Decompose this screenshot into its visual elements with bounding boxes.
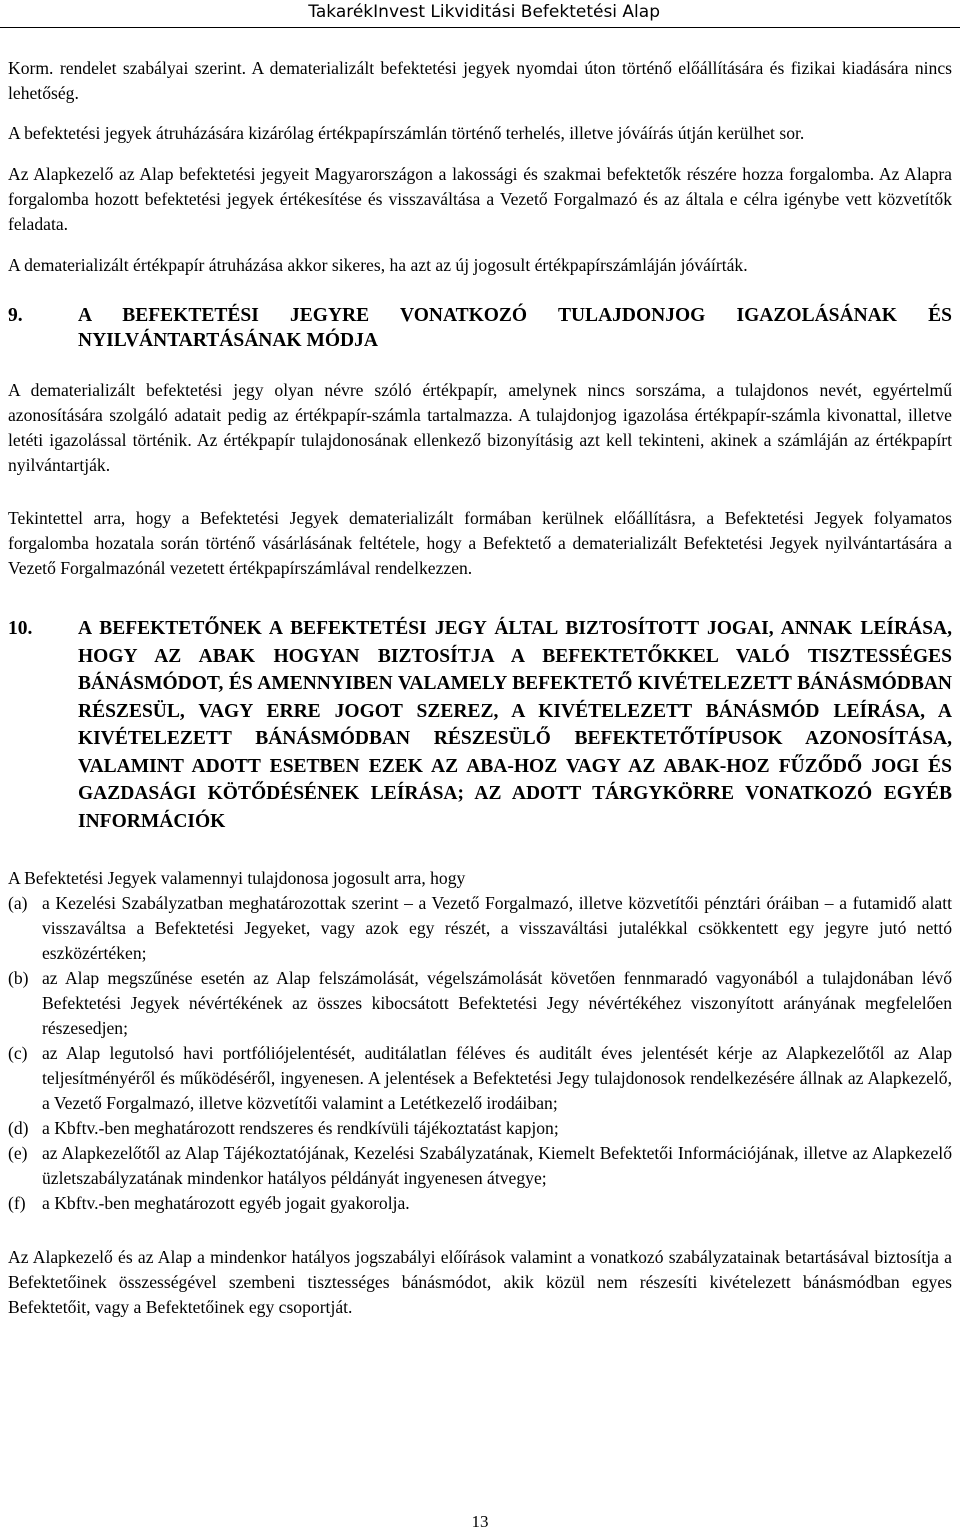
list-item-label: (b)	[8, 968, 29, 988]
list-item-label: (c)	[8, 1043, 28, 1063]
header-divider	[0, 27, 960, 28]
rights-list	[8, 891, 952, 1216]
list-item-text: a Kezelési Szabályzatban meghatározottak szerint – a Vezető Forgalmazó, illetve közvetítői pénztári óráiban – a futamidő alatt visszaváltsa a Befektetési Jegyeket, vagy azok egy részét, a visszaváltási jutalékkal csökkentett egy jegyre jutó nettó eszközértéken;	[42, 893, 952, 963]
paragraph-dematerialization: Korm. rendelet szabályai szerint. A dematerializált befektetési jegyek nyomdai úton történő előállítására és fizikai kiadására nincs lehetőség.	[8, 58, 952, 103]
list-item	[8, 1041, 952, 1116]
page-body	[8, 56, 952, 1320]
paragraph-securities-account: Tekintettel arra, hogy a Befektetési Jegyek dematerializált formában kerülnek előállításra, a Befektetési Jegyek folyamatos forgalomba hozatala során történő vásárlásának feltétele, hogy a Befektető a dematerializált Befektetési Jegyek nyilvántartására a Vezető Forgalmazónál vezetett értékpapírszámlával rendelkezzen.	[8, 508, 952, 578]
list-item-label: (d)	[8, 1118, 29, 1138]
list-item	[8, 891, 952, 966]
section-heading-10	[8, 615, 952, 835]
list-item-text: a Kbftv.-ben meghatározott rendszeres és rendkívüli tájékoztatást kapjon;	[42, 1118, 559, 1138]
document-title: TakarékInvest Likviditási Befektetési Alap	[308, 2, 660, 22]
list-item	[8, 966, 952, 1041]
section-title: A BEFEKTETÉSI JEGYRE VONATKOZÓ TULAJDONJOG IGAZOLÁSÁNAK ÉS NYILVÁNTARTÁSÁNAK MÓDJA	[78, 305, 952, 351]
paragraph-transfer: A befektetési jegyek átruházására kizárólag értékpapírszámlán történő terhelés, illetve jóváírás útján kerülhet sor.	[8, 123, 805, 143]
paragraph-transfer-success: A dematerializált értékpapír átruházása akkor sikeres, ha azt az új jogosult értékpapírszámláján jóváírták.	[8, 255, 748, 275]
list-item-text: az Alapkezelőtől az Alap Tájékoztatójának, Kezelési Szabályzatának, Kiemelt Befektetői Információjának, illetve az Alapkezelő üzletszabályzatának mindenkor hatályos példányát ingyenesen átvegye;	[42, 1143, 952, 1188]
paragraph-fair-treatment: Az Alapkezelő és az Alap a mindenkor hatályos jogszabályi előírások valamint a vonatkozó szabályzatainak betartásával biztosítja a Befektetőinek összességével szembeni tisztességes bánásmódot, akik közül nem részesíti kivételezett bánásmódban egyes Befektetőit, vagy a Befektetőinek egy csoportját.	[8, 1247, 952, 1317]
page-number: 13	[471, 1512, 489, 1531]
list-item-label: (e)	[8, 1143, 28, 1163]
list-item-text: a Kbftv.-ben meghatározott egyéb jogait gyakorolja.	[42, 1193, 410, 1213]
list-item	[8, 1191, 952, 1216]
section-heading-9	[8, 303, 952, 353]
section-number: 9.	[8, 305, 23, 326]
list-item	[8, 1116, 952, 1141]
paragraph-distribution: Az Alapkezelő az Alap befektetési jegyeit Magyarországon a lakossági és szakmai befektetők részére hozza forgalomba. Az Alapra forgalomba hozott befektetési jegyek értékesítése és visszaváltása a Vezető Forgalmazó és az általa e célra igénybe vett közvetítők feladata.	[8, 164, 952, 234]
paragraph-ownership-proof: A dematerializált befektetési jegy olyan névre szóló értékpapír, amelynek nincs sorszáma, a tulajdonos nevét, egyértelmű azonosítására szolgáló adatait pedig az értékpapír-számla tartalmazza. A tulajdonjog igazolása értékpapír-számla kivonattal, illetve letéti igazolással történik. Az értékpapír tulajdonosának ellenkező bizonyításig azt kell tekinteni, akinek a számláján az értékpapírt nyilvántartják.	[8, 380, 952, 475]
paragraph-rights-intro: A Befektetési Jegyek valamennyi tulajdonosa jogosult arra, hogy	[8, 868, 466, 888]
section-title: A BEFEKTETŐNEK A BEFEKTETÉSI JEGY ÁLTAL BIZTOSÍTOTT JOGAI, ANNAK LEÍRÁSA, HOGY AZ ABAK HOGYAN BIZTOSÍTJA A BEFEKTETŐKKEL VALÓ TISZTESSÉGES BÁNÁSMÓDOT, ÉS AMENNYIBEN VALAMELY BEFEKTETŐ KIVÉTELEZETT BÁNÁSMÓDBAN RÉSZESÜL, VAGY ERRE JOGOT SZEREZ, A KIVÉTELEZETT BÁNÁSMÓD LEÍRÁSA, A KIVÉTELEZETT BÁNÁSMÓDBAN RÉSZESÜLŐ BEFEKTETŐTÍPUSOK AZONOSÍTÁSA, VALAMINT ADOTT ESETBEN EZEK AZ ABA-HOZ VAGY AZ ABAK-HOZ FŰZŐDŐ JOGI ÉS GAZDASÁGI KÖTŐDÉSÉNEK LEÍRÁSA; AZ ADOTT TÁRGYKÖRRE VONATKOZÓ EGYÉB INFORMÁCIÓK	[78, 618, 952, 832]
page-header	[0, 0, 960, 30]
section-number: 10.	[8, 618, 33, 639]
list-item-label: (a)	[8, 893, 28, 913]
list-item	[8, 1141, 952, 1191]
list-item-text: az Alap megszűnése esetén az Alap felszámolását, végelszámolását követően fennmaradó vagyonából a tulajdonában lévő Befektetési Jegyek névértékének az összes kibocsátott Befektetési Jegy névértékéhez viszonyított arányának megfelelően részesedjen;	[42, 968, 952, 1038]
list-item-text: az Alap legutolsó havi portfóliójelentését, auditálatlan féléves és auditált éves jelentését kérje az Alapkezelőtől az Alap teljesítményéről és működéséről, ingyenesen. A jelentések a Befektetési Jegy tulajdonosok rendelkezésére állnak az Alapkezelő, a Vezető Forgalmazó, illetve közvetítői valamint a Letétkezelő irodáiban;	[42, 1043, 952, 1113]
page-footer	[0, 1512, 960, 1532]
list-item-label: (f)	[8, 1193, 26, 1213]
